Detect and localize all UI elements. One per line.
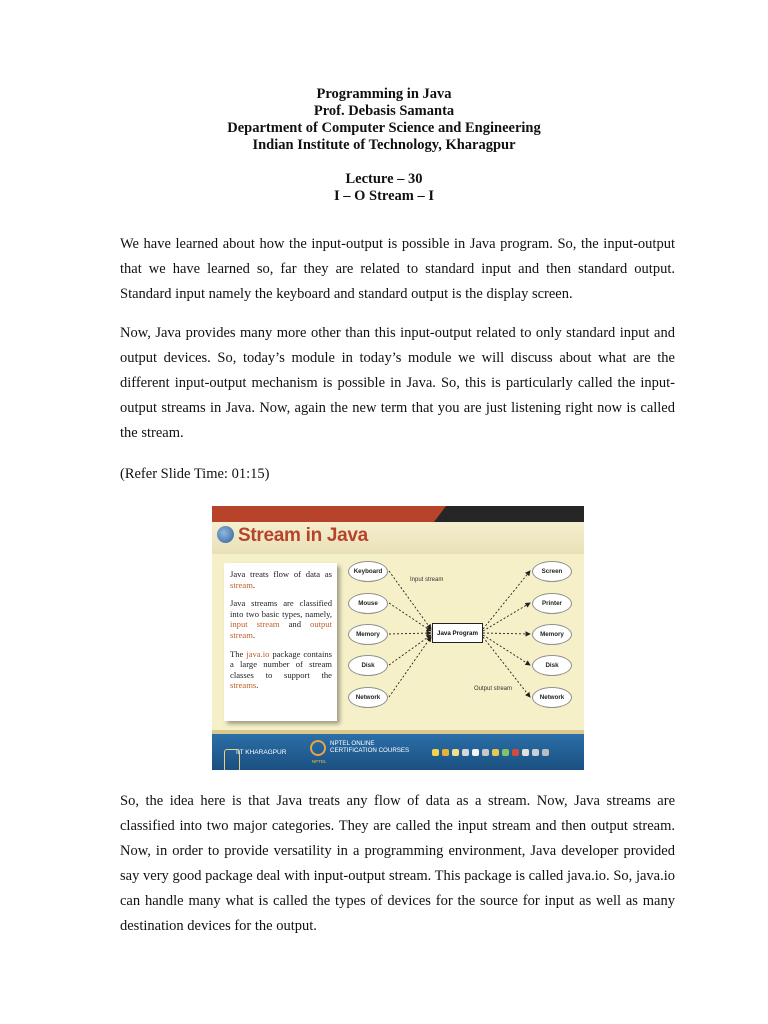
department-name: Department of Computer Science and Engineering <box>227 120 541 136</box>
paragraph-3: So, the idea here is that Java treats any flow of data as a stream. Now, Java streams are classified into two major categories. They are called the input stream and then output stream. Now, in order to provide versatility in a programming environment, Java developer provided say very good package deal with input-output stream. This package is called java.io. So, java.io can handle many what is called the types of devices for the source for input as well as many destination devices for the output. <box>120 793 675 934</box>
input-node-network: Network <box>348 687 388 708</box>
stream-arrows <box>212 506 584 736</box>
paragraph-2: Now, Java provides many more other than this input-output related to only standard input and output devices. So, today’s module in today’s module we will discuss about what are the different input-output mechanism is possible in Java. So, this is particularly called the input-output streams in Java. Now, again the new term that you are just listening right now is called the stream. <box>120 325 675 441</box>
lecture-number: Lecture – 30 <box>345 171 423 187</box>
output-node-disk: Disk <box>532 655 572 676</box>
page-tool-icon <box>472 749 479 756</box>
marker-tool-icon <box>502 749 509 756</box>
highlighter-tool-icon <box>452 749 459 756</box>
pen-tool-icon <box>432 749 439 756</box>
lecture-slide <box>212 506 584 770</box>
slide-footer <box>212 734 584 770</box>
input-node-disk: Disk <box>348 655 388 676</box>
laser-tool-icon <box>512 749 519 756</box>
slide-toolbar <box>432 746 552 758</box>
slide-bullet-2: Java streams are classified into two basic types, namely, input stream and output stream. <box>230 598 332 640</box>
output-node-network: Network <box>532 687 572 708</box>
java-program-node: Java Program <box>432 623 483 643</box>
slide-bullet-3: The java.io package contains a large number of stream classes to support the streams. <box>230 648 332 691</box>
output-node-memory: Memory <box>532 624 572 645</box>
shape-tool-icon <box>492 749 499 756</box>
output-node-screen: Screen <box>532 561 572 582</box>
undo-tool-icon <box>532 749 539 756</box>
text-tool-icon <box>482 749 489 756</box>
slide-title: Stream in Java <box>238 525 368 546</box>
slide-bullet-1: Java treats flow of data as stream. <box>230 569 332 590</box>
refer-slide-time: (Refer Slide Time: 01:15) <box>120 466 270 482</box>
output-stream-label: Output stream <box>474 686 513 692</box>
input-node-mouse: Mouse <box>348 593 388 614</box>
institute-name: Indian Institute of Technology, Kharagpur <box>252 137 516 153</box>
iit-footer-text: IIT KHARAGPUR <box>236 749 287 756</box>
nptel-small-label: NPTEL <box>312 759 327 764</box>
output-node-printer: Printer <box>532 593 572 614</box>
line-tool-icon <box>522 749 529 756</box>
nptel-footer-text: NPTEL ONLINE CERTIFICATION COURSES <box>330 740 410 754</box>
lecture-topic: I – O Stream – I <box>333 188 435 204</box>
paragraph-1: We have learned about how the input-output is possible in Java program. So, the input-output that we have learned so, far they are related to standard input and then standard output. Standard input namely the keyboard and standard output is the display screen. <box>120 236 675 302</box>
course-title: Programming in Java <box>316 86 452 102</box>
pointer-tool-icon <box>442 749 449 756</box>
clear-tool-icon <box>542 749 549 756</box>
eraser-tool-icon <box>462 749 469 756</box>
document-header <box>0 86 768 205</box>
professor-name: Prof. Debasis Samanta <box>313 103 455 119</box>
input-node-memory: Memory <box>348 624 388 645</box>
input-stream-label: Input stream <box>410 577 444 583</box>
input-node-keyboard: Keyboard <box>348 561 388 582</box>
nptel-logo-icon <box>310 740 326 756</box>
